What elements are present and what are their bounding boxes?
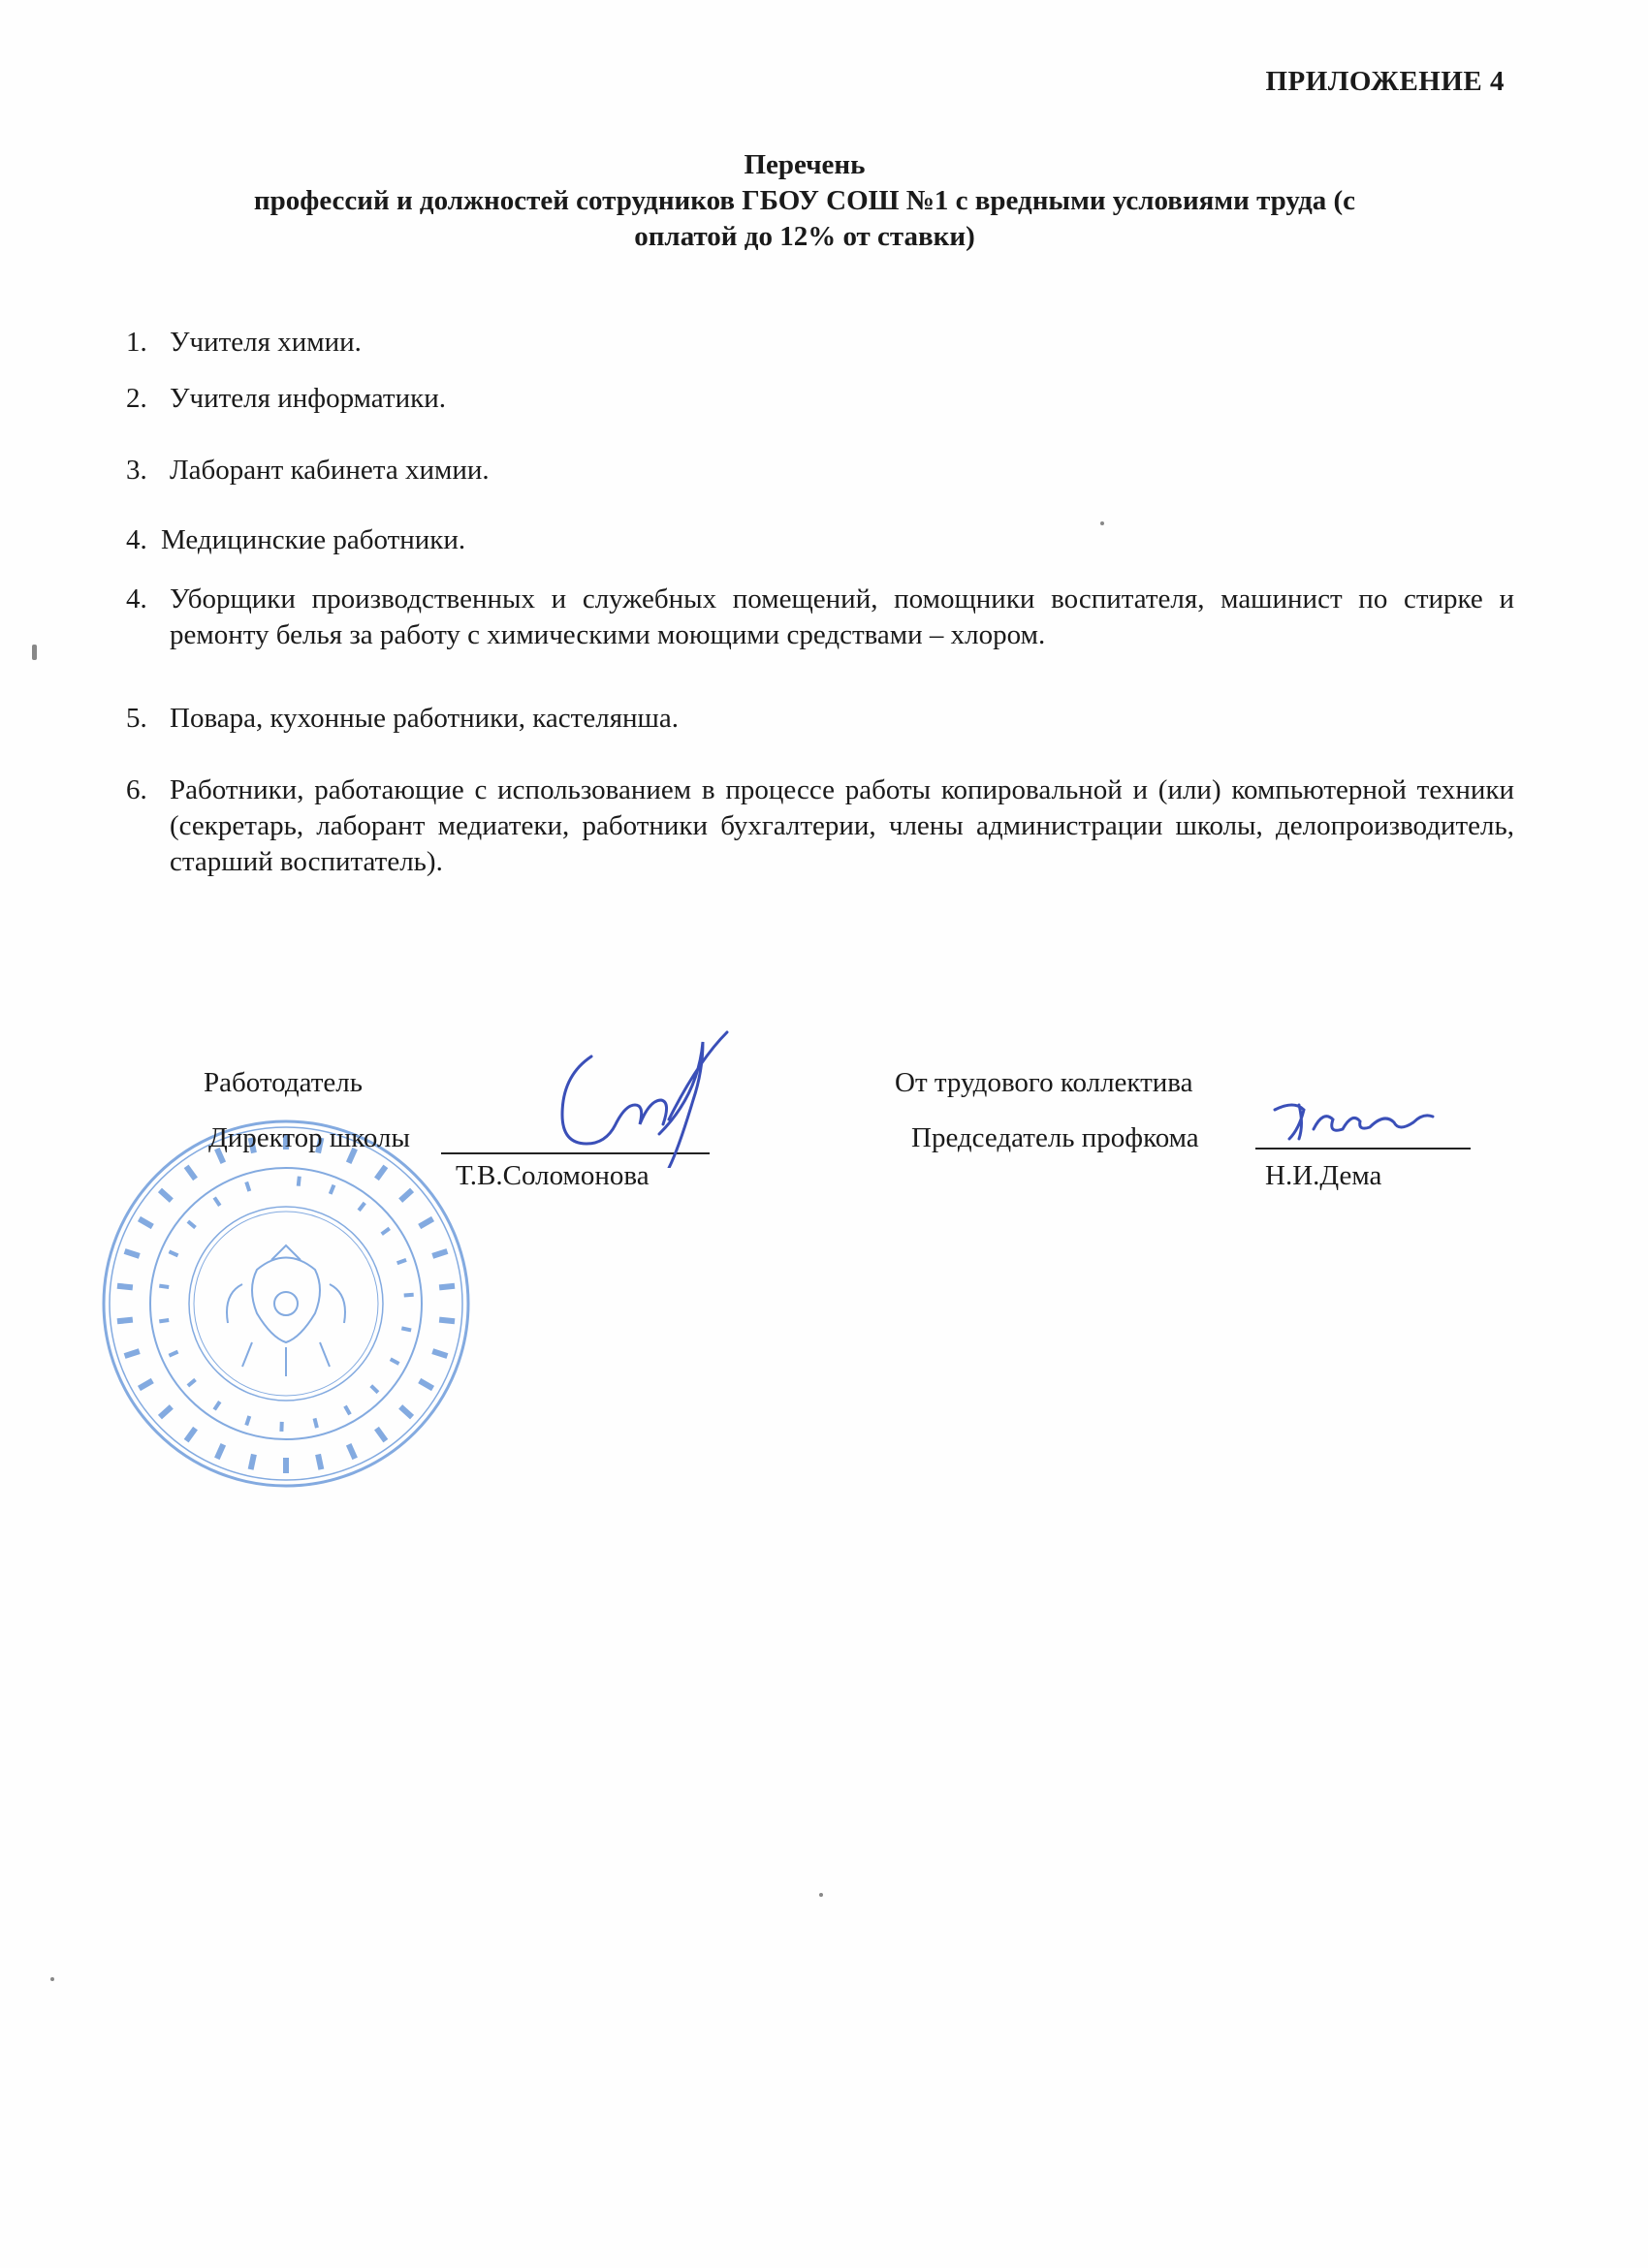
title-line-1: Перечень [744,149,866,180]
collective-label: От трудового коллектива [895,1067,1193,1098]
list-item [126,381,1514,417]
list-item [126,701,1514,737]
list-item [126,582,1514,653]
list-item-text: Лаборант кабинета химии. [170,455,490,486]
scan-speck [32,645,37,660]
collective-handwritten-signature [1265,1090,1440,1149]
employer-label: Работодатель [204,1067,363,1098]
list-item-number: 3. [126,455,147,486]
list-item [126,453,1514,488]
list-item-number: 1. [126,327,147,358]
list-item-text: Медицинские работники. [161,524,466,555]
list-item [126,325,1514,361]
title-line-3: оплатой до 12% от ставки) [634,221,975,252]
employer-handwritten-signature [523,1027,737,1168]
list-item-text: Повара, кухонные работники, кастелянша. [170,703,680,734]
official-seal-stamp [97,1115,475,1493]
list-item-number: 6. [126,774,147,805]
list-item-text: Учителя химии. [170,327,362,358]
employer-position: Директор школы [208,1122,410,1153]
collective-position: Председатель профкома [911,1122,1199,1153]
scan-speck [1100,521,1104,525]
list-item-number: 4. [126,583,147,614]
list-item-text: Учителя информатики. [170,383,446,414]
list-item-number: 2. [126,383,147,414]
list-item-text: Уборщики производственных и служебных помещений, помощники воспитателя, машинист по стирке и ремонту белья за работу с химическими моющими средствами – хлором. [170,583,1514,650]
document-title [155,147,1454,255]
list-item-number: 5. [126,703,147,734]
title-line-2: профессий и должностей сотрудников ГБОУ СОШ №1 с вредными условиями труда (с [253,185,1356,216]
collective-name: Н.И.Дема [1265,1160,1382,1191]
scan-speck [819,1893,823,1897]
appendix-label: ПРИЛОЖЕНИЕ 4 [1265,66,1505,97]
scan-speck [50,1977,54,1981]
list-item-text: Работники, работающие с использованием в процессе работы копировальной и (или) компьютерной техники (секретарь, лаборант медиатеки, работники бухгалтерии, члены администрации школы, делопроизводитель, старший воспитатель). [170,774,1514,877]
list-item [126,522,1514,558]
employer-name: Т.В.Соломонова [456,1160,650,1191]
list-item-number: 4. [126,524,147,555]
list-item [126,772,1514,880]
